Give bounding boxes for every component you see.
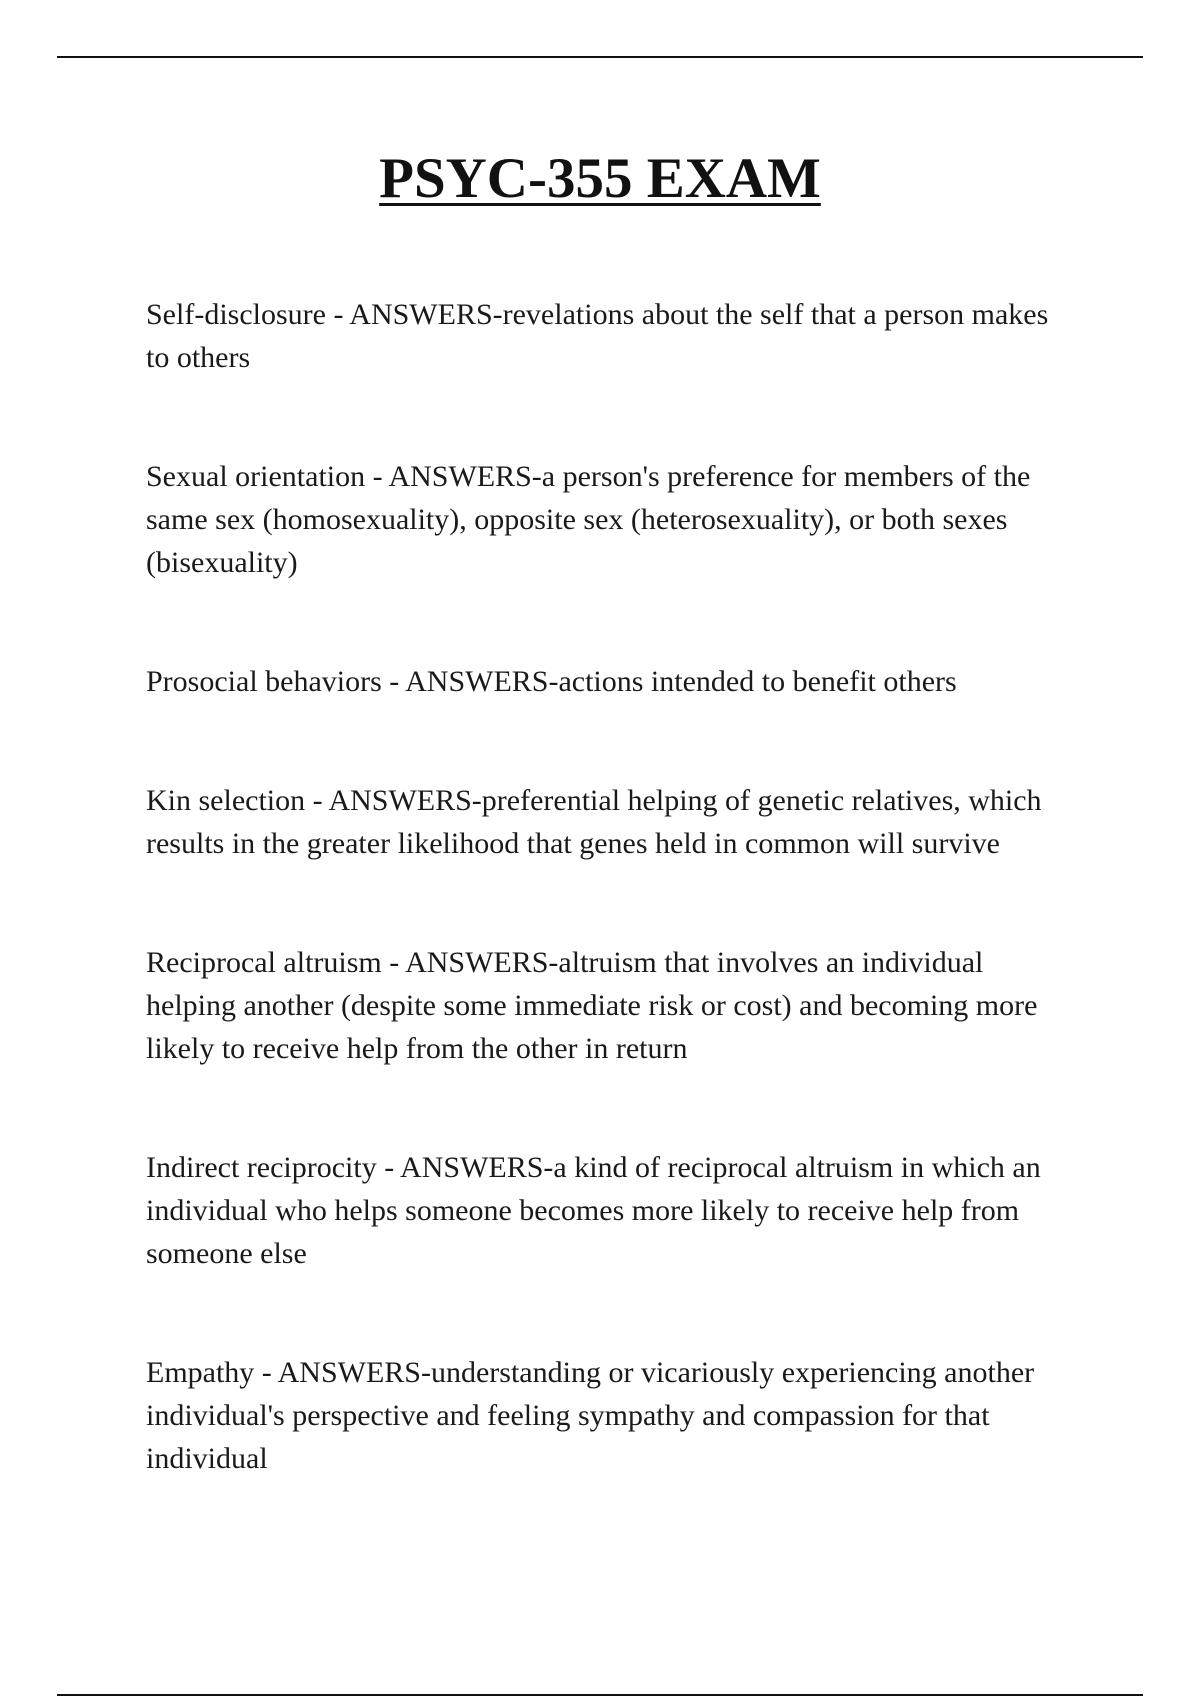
term-entry-indirect-reciprocity: Indirect reciprocity - ANSWERS-a kind of reciprocal altruism in which an individual who helps someone becomes more likely to receive help from someone else bbox=[146, 1151, 1041, 1270]
term-entry-empathy: Empathy - ANSWERS-understanding or vicariously experiencing another individual's perspective and feeling sympathy and compassion for that individual bbox=[146, 1356, 1035, 1475]
top-divider bbox=[57, 56, 1143, 58]
bottom-divider bbox=[57, 1694, 1143, 1696]
term-entry-prosocial-behaviors: Prosocial behaviors - ANSWERS-actions intended to benefit others bbox=[146, 665, 957, 698]
page-title: PSYC-355 EXAM bbox=[379, 147, 821, 210]
term-entry-self-disclosure: Self-disclosure - ANSWERS-revelations about the self that a person makes to others bbox=[146, 298, 1049, 374]
term-list bbox=[146, 293, 1076, 1480]
term-entry-kin-selection: Kin selection - ANSWERS-preferential helping of genetic relatives, which results in the greater likelihood that genes held in common will survive bbox=[146, 784, 1042, 860]
term-entry-sexual-orientation: Sexual orientation - ANSWERS-a person's preference for members of the same sex (homosexuality), opposite sex (heterosexuality), or both sexes (bisexuality) bbox=[146, 460, 1031, 579]
term-entry-reciprocal-altruism: Reciprocal altruism - ANSWERS-altruism that involves an individual helping another (despite some immediate risk or cost) and becoming more likely to receive help from the other in return bbox=[146, 946, 1038, 1065]
